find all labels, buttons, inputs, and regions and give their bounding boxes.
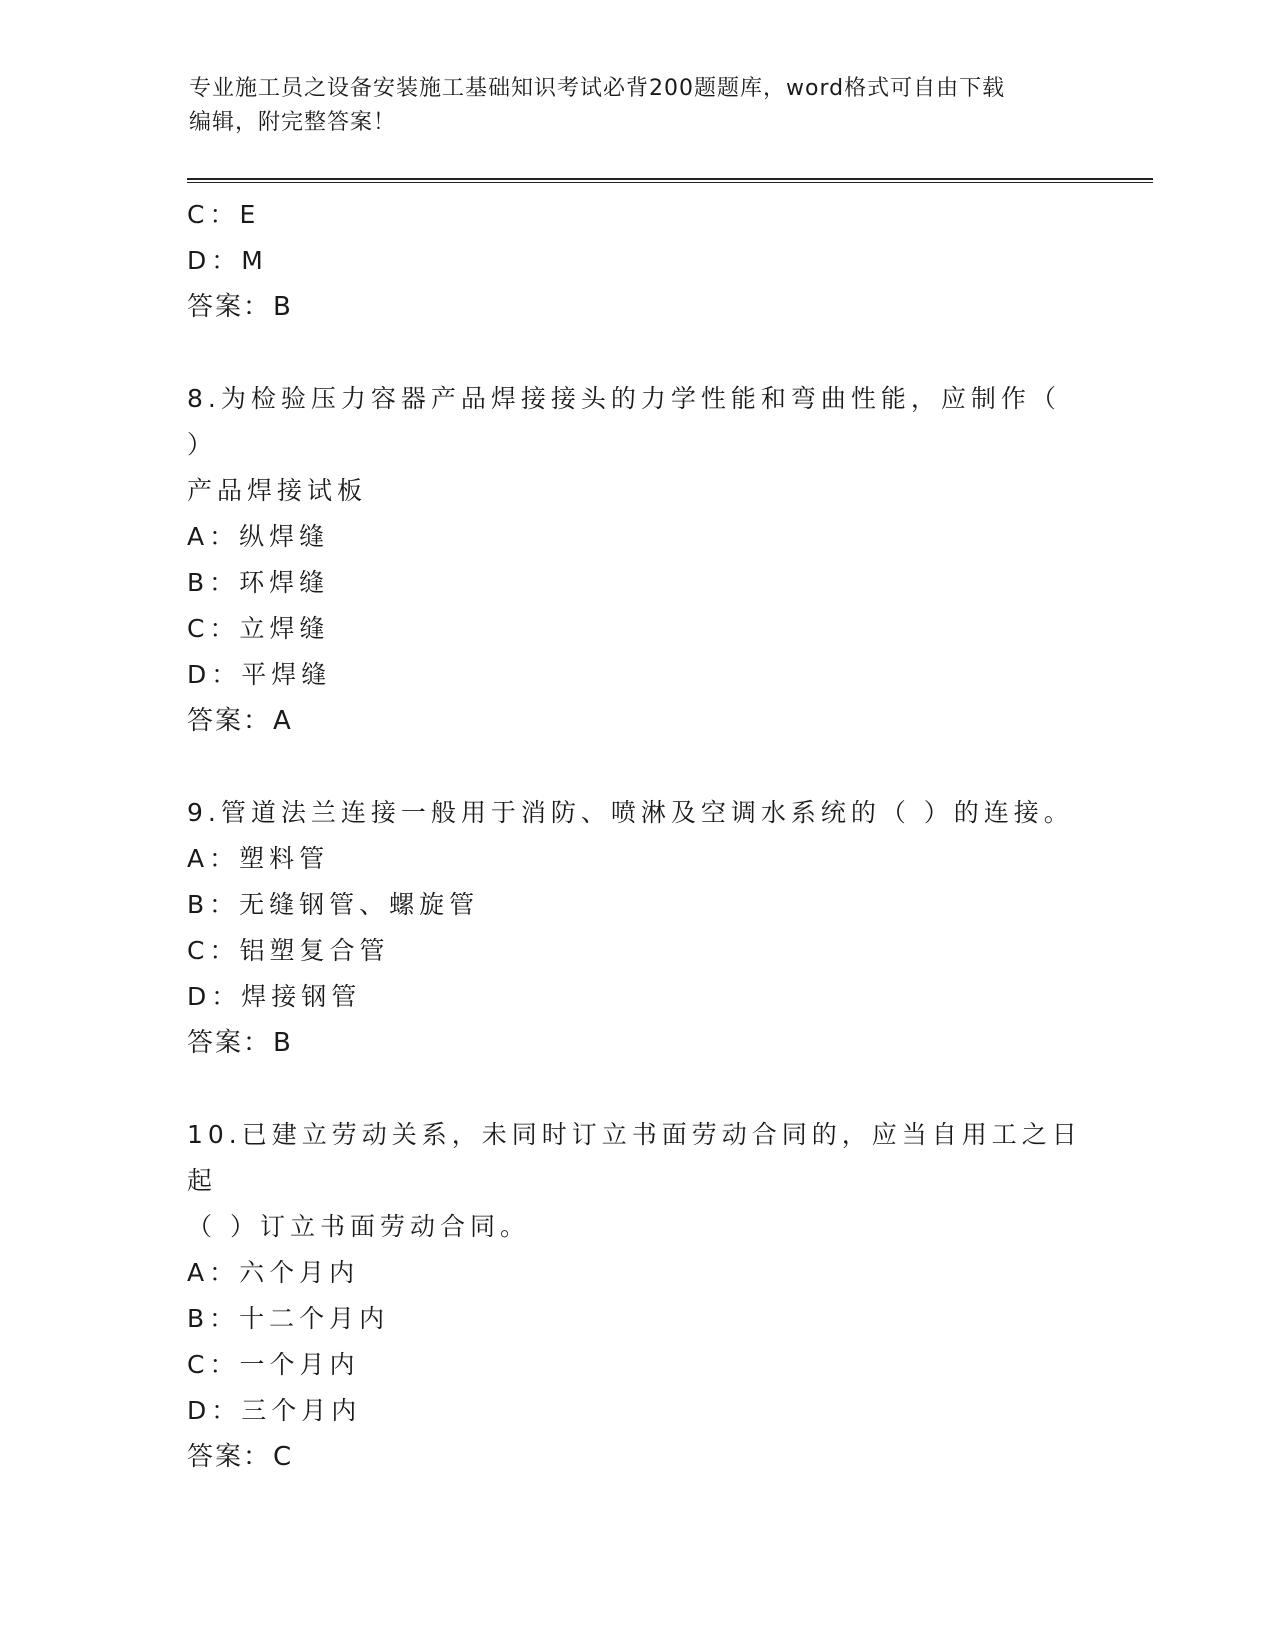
option-c: C：一个月内: [187, 1350, 360, 1379]
option-d: D：平焊缝: [187, 660, 332, 689]
option-b: B：十二个月内: [187, 1304, 390, 1333]
option-d: D：焊接钢管: [187, 982, 362, 1011]
option-c: C：E: [187, 200, 261, 229]
spacer: [187, 744, 1087, 790]
answer-label: 答案：: [187, 1442, 272, 1472]
option-d: D：三个月内: [187, 1396, 362, 1425]
spacer: [187, 330, 1087, 376]
option-d: D：M: [187, 246, 268, 275]
answer-value: C: [273, 1442, 294, 1472]
question-10: [187, 1112, 1087, 1480]
option-a: A：六个月内: [187, 1258, 360, 1287]
question-text-line-2: 产品焊接试板: [187, 476, 368, 505]
question-text-line-1: 8.为检验压力容器产品焊接接头的力学性能和弯曲性能，应制作（ ）: [187, 384, 1061, 459]
answer-line: [187, 698, 1087, 744]
question-8: [187, 376, 1087, 744]
option-c: C：立焊缝: [187, 614, 330, 643]
answer-label: 答案：: [187, 706, 272, 736]
answer-value: B: [273, 292, 293, 322]
header-title-line-2: 编辑，附完整答案！: [189, 110, 397, 135]
question-text-line-1: 10.已建立劳动关系，未同时订立书面劳动合同的，应当自用工之日起: [187, 1120, 1082, 1195]
question-7-continuation: [187, 192, 1087, 330]
answer-label: 答案：: [187, 1028, 272, 1058]
spacer: [187, 1066, 1087, 1112]
option-a: A：塑料管: [187, 844, 330, 873]
header-divider: [187, 178, 1153, 183]
answer-value: A: [273, 706, 293, 736]
question-text-line-1: 9.管道法兰连接一般用于消防、喷淋及空调水系统的（ ）的连接。: [187, 798, 1074, 827]
option-b: B：无缝钢管、螺旋管: [187, 890, 480, 919]
answer-line: [187, 1020, 1087, 1066]
document-header: [189, 72, 1089, 140]
answer-value: B: [273, 1028, 293, 1058]
option-b: B：环焊缝: [187, 568, 330, 597]
option-a: A：纵焊缝: [187, 522, 330, 551]
option-c: C：铝塑复合管: [187, 936, 390, 965]
question-text-line-2: （ ）订立书面劳动合同。: [187, 1212, 530, 1241]
answer-line: [187, 1434, 1087, 1480]
question-list: [187, 192, 1087, 1480]
answer-label: 答案：: [187, 292, 272, 322]
answer-line: [187, 284, 1087, 330]
header-title-line-1: 专业施工员之设备安装施工基础知识考试必背200题题库，word格式可自由下载: [189, 76, 1006, 101]
question-9: [187, 790, 1087, 1066]
